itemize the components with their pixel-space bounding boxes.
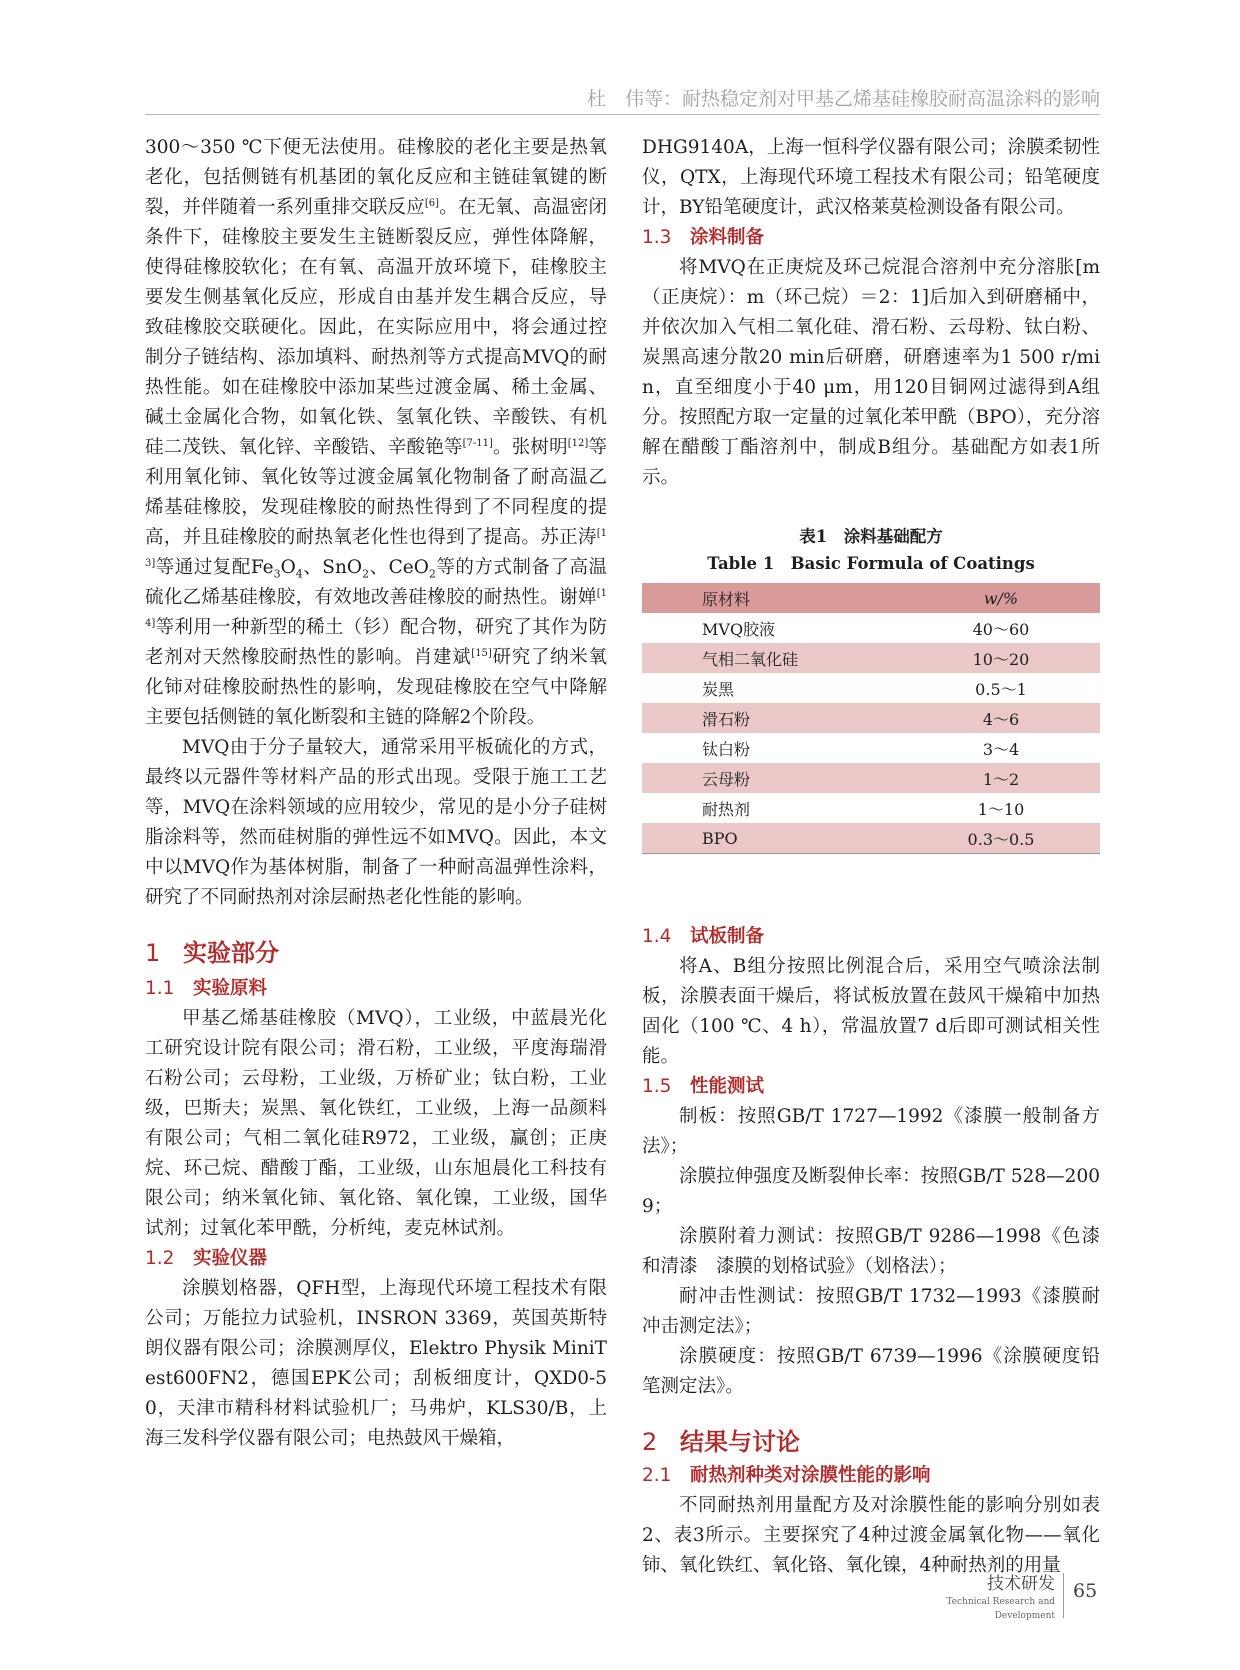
running-header <box>145 84 1100 115</box>
footer-section-en: Technical Research and Development <box>946 1597 1055 1621</box>
subsection-heading-1-1: 1.1 实验原料 <box>145 978 268 999</box>
citation: [12] <box>567 437 589 449</box>
test-item: 涂膜附着力测试：按照GB/T 9286—1998《色漆和清漆 漆膜的划格试验》（划格法）； <box>642 1226 1100 1277</box>
intro-paragraph-1: 300～350 ℃下便无法使用。硅橡胶的老化主要是热氧老化，包括侧链有机基团的氧化反应和主链硅氧键的断裂，并伴随着一系列重排交联反应[6]。在无氧、高温密闭条件下，硅橡胶主要发生主链断裂反应，弹性体降解，使得硅橡胶软化；在有氧、高温开放环境下，硅橡胶主要发生侧基氧化反应，形成自由基并发生耦合反应，导致硅橡胶交联硬化。因此，在实际应用中，将会通过控制分子链结构、添加填料、耐热剂等方式提高MVQ的耐热性能。如在硅橡胶中添加某些过渡金属、稀土金属、碱土金属化合物，如氧化铁、氢氧化铁、辛酸铁、有机硅二茂铁、氧化锌、辛酸锆、辛酸铯等[7-11]。张树明[12]等利用氧化铈、氧化钕等过渡金属氧化物制备了耐高温乙烯基硅橡胶，发现硅橡胶的耐热性得到了不同程度的提高，并且硅橡胶的耐热氧老化性也得到了提高。苏正涛[13]等通过复配$Fe_3O_4$、SnO$_2$、CeO$_2$等的方式制备了高温硫化乙烯基硅橡胶，有效地改善硅橡胶的耐热性。谢婵[14]等利用一种新型的稀土（钐）配合物，研究了其作为防老剂对天然橡胶耐热性的影响。肖建斌[15]研究了纳米氧化铈对硅橡胶耐热性的影响，发现硅橡胶在空气中降解主要包括侧链的氧化断裂和主链的降解2个阶段。 <box>145 137 607 728</box>
table-header-row <box>642 583 1100 613</box>
table-header-w: w/% <box>983 588 1019 608</box>
citation: [13] <box>145 527 607 569</box>
page-number: 65 <box>1073 1580 1098 1602</box>
intro-paragraph-2: MVQ由于分子量较大，通常采用平板硫化的方式，最终以元器件等材料产品的形式出现。受限于施工工艺等，MVQ在涂料领域的应用较少，常见的是小分子硅树脂涂料等，然而硅树脂的弹性远不如MVQ。因此，本文中以MVQ作为基体树脂，制备了一种耐高温弹性涂料，研究了不同耐热剂对涂层耐热老化性能的影响。 <box>145 737 607 908</box>
table-row: 气相二氧化硅 10～20 <box>642 643 1100 673</box>
table-row: 滑石粉 4～6 <box>642 703 1100 733</box>
subsection-heading-2-1: 2.1 耐热剂种类对涂膜性能的影响 <box>642 1465 931 1486</box>
subsection-heading-1-3: 1.3 涂料制备 <box>642 227 765 248</box>
test-item: 制板：按照GB/T 1727—1992《漆膜一般制备方法》； <box>642 1106 1100 1157</box>
panel-paragraph: 将A、B组分按照比例混合后，采用空气喷涂法制板，涂膜表面干燥后，将试板放置在鼓风干燥箱中加热固化（100 ℃、4 h），常温放置7 d后即可测试相关性能。 <box>642 956 1100 1067</box>
instruments-paragraph: 涂膜划格器，QFH型，上海现代环境工程技术有限公司；万能拉力试验机，INSRON 3369，英国英斯特朗仪器有限公司；涂膜测厚仪，Elektro Physik MiniTest600FN2，德国EPK公司；刮板细度计，QXD0-50，天津市精科材料试验机厂；马弗炉，KLS30/B，上海三发科学仪器有限公司；电热鼓风干燥箱， <box>145 1278 607 1449</box>
section-heading-1: 1 实验部分 <box>145 939 279 967</box>
subsection-heading-1-2: 1.2 实验仪器 <box>145 1248 268 1269</box>
table-1 <box>642 523 1100 854</box>
table-row: BPO 0.3～0.5 <box>642 823 1100 854</box>
table-header-material: 原材料 <box>702 589 751 609</box>
preparation-paragraph: 将MVQ在正庚烷及环己烷混合溶剂中充分溶胀[m（正庚烷）：m（环己烷）＝2：1]后加入到研磨桶中，并依次加入气相二氧化硅、滑石粉、云母粉、钛白粉、炭黑高速分散20 min后研磨，研磨速率为1 500 r/min，直至细度小于40 μm，用120目铜网过滤得到A组分。按照配方取一定量的过氧化苯甲酰（BPO），充分溶解在醋酸丁酯溶剂中，制成B组分。基础配方如表1所示。 <box>642 257 1100 488</box>
table-row: MVQ胶液 40～60 <box>702 619 1030 639</box>
subsection-heading-1-4: 1.4 试板制备 <box>642 926 765 947</box>
section-heading-2: 2 结果与讨论 <box>642 1428 800 1456</box>
table-row: 炭黑 0.5～1 <box>702 679 1027 699</box>
table-row: 云母粉 1～2 <box>642 763 1100 793</box>
subsection-heading-1-5: 1.5 性能测试 <box>642 1076 765 1097</box>
citation: [14] <box>145 587 607 629</box>
table-row: 钛白粉 3～4 <box>702 739 1020 759</box>
instruments-paragraph-continued: DHG9140A，上海一恒科学仪器有限公司；涂膜柔韧性仪，QTX，上海现代环境工程技术有限公司；铅笔硬度计，BY铅笔硬度计，武汉格莱莫检测设备有限公司。 <box>642 137 1100 218</box>
citation: [6] <box>424 197 440 209</box>
table-caption-cn: 表1 涂料基础配方 <box>799 527 943 546</box>
test-item: 耐冲击性测试：按照GB/T 1732—1993《漆膜耐冲击测定法》； <box>642 1286 1100 1337</box>
right-column <box>642 133 1100 1581</box>
table-caption-en: Table 1 Basic Formula of Coatings <box>707 554 1035 573</box>
test-item: 涂膜硬度：按照GB/T 6739—1996《涂膜硬度铅笔测定法》。 <box>642 1346 1100 1397</box>
left-column <box>145 133 607 1454</box>
results-paragraph: 不同耐热剂用量配方及对涂膜性能的影响分别如表2、表3所示。主要探究了4种过渡金属氧化物——氧化铈、氧化铁红、氧化铬、氧化镍，4种耐热剂的用量 <box>642 1495 1100 1576</box>
footer-section-cn: 技术研发 <box>987 1574 1055 1594</box>
table-row: 耐热剂 1～10 <box>702 799 1025 819</box>
citation: [15] <box>471 647 492 659</box>
test-item: 涂膜拉伸强度及断裂伸长率：按照GB/T 528—2009； <box>642 1166 1100 1217</box>
footer-section-label <box>895 1573 1064 1621</box>
running-title: 杜 伟等：耐热稳定剂对甲基乙烯基硅橡胶耐高温涂料的影响 <box>586 88 1100 110</box>
materials-paragraph: 甲基乙烯基硅橡胶（MVQ），工业级，中蓝晨光化工研究设计院有限公司；滑石粉，工业级，平度海瑞滑石粉公司；云母粉，工业级，万桥矿业；钛白粉，工业级，巴斯夫；炭黑、氧化铁红，工业级，上海一品颜料有限公司；气相二氧化硅R972，工业级，赢创；正庚烷、环己烷、醋酸丁酯，工业级，山东旭晨化工科技有限公司；纳米氧化铈、氧化铬、氧化镍，工业级，国华试剂；过氧化苯甲酰，分析纯，麦克林试剂。 <box>145 1008 607 1239</box>
citation: [7-11] <box>462 437 493 449</box>
formula-table <box>642 583 1100 854</box>
